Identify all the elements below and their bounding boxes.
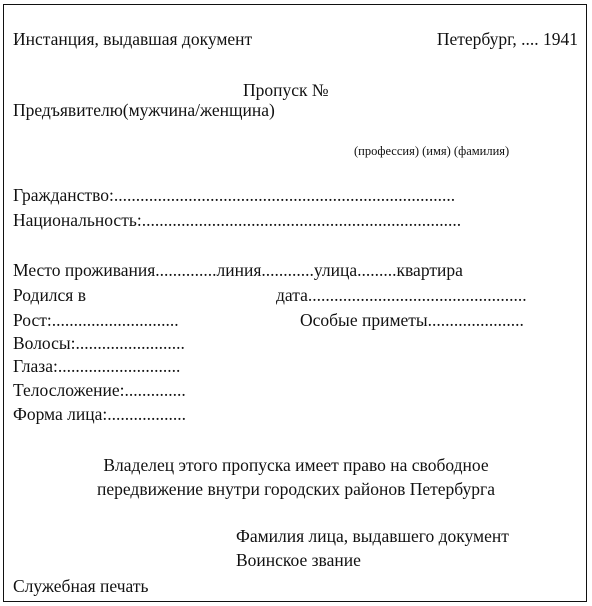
- bearer-label: Предъявителю(мужчина/женщина): [13, 100, 275, 120]
- nationality-field: Национальность:.........................................................................: [13, 210, 462, 230]
- issuer-label: Инстанция, выдавшая документ: [13, 29, 253, 49]
- official-stamp-label: Служебная печать: [13, 576, 149, 596]
- citizenship-field: Гражданство:..............................................................................: [13, 185, 456, 205]
- bearer-hint: (профессия) (имя) (фамилия): [354, 144, 510, 158]
- notice-line-2: передвижение внутри городских районов Петербурга: [97, 479, 495, 499]
- height-field: Рост:.............................: [13, 310, 179, 330]
- date-field: дата..................................................: [276, 285, 527, 305]
- issuer-name-label: Фамилия лица, выдавшего документ: [236, 526, 509, 546]
- eyes-field: Глаза:............................: [13, 356, 181, 376]
- face-field: Форма лица:..................: [13, 404, 187, 424]
- residence-field: Место проживания..............линия............улица.........квартира: [13, 260, 463, 280]
- born-label: Родился в: [13, 285, 86, 305]
- military-rank-label: Воинское звание: [236, 550, 361, 570]
- document-title: Пропуск №: [243, 80, 329, 100]
- hair-field: Волосы:.........................: [13, 333, 185, 353]
- build-field: Телосложение:..............: [13, 380, 186, 400]
- city-date-label: Петербург, .... 1941: [436, 29, 578, 49]
- notice-line-1: Владелец этого пропуска имеет право на свободное: [103, 455, 489, 475]
- features-field: Особые приметы......................: [300, 310, 524, 330]
